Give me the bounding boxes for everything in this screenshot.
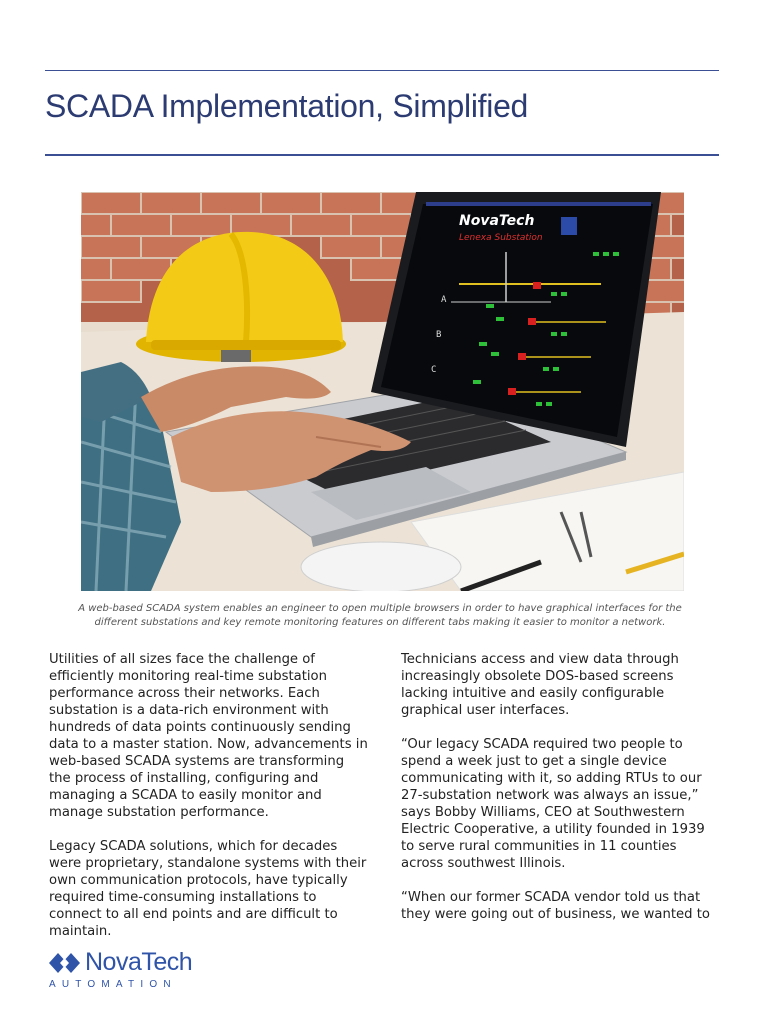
body-paragraph: “Our legacy SCADA required two people to spend a week just to get a single device communicating with it, so adding RTUs to our 27-substation network was always an issue,” says Bobby Williams, CEO at Southwestern Electric Cooperative, a utility founded in 1939 to serve rural communities in 11 counties across southwest Illinois. <box>401 737 705 871</box>
body-paragraph: Technicians access and view data through increasingly obsolete DOS-based screens lacking intuitive and easily configurable graphical user interfaces. <box>401 652 679 718</box>
logo-tagline: AUTOMATION <box>49 979 177 990</box>
diamond-logo-icon <box>49 952 81 974</box>
logo-brand: NovaTech <box>85 948 193 976</box>
svg-text:A: A <box>441 295 447 305</box>
body-paragraph: “When our former SCADA vendor told us that they were going out of business, we wanted to <box>401 890 710 922</box>
screen-brand-text: NovaTech <box>459 213 535 229</box>
screen-subtitle-text: Lenexa Substation <box>459 233 543 243</box>
svg-text:C: C <box>431 365 437 375</box>
body-column-right <box>401 651 721 940</box>
body-paragraph: Legacy SCADA solutions, which for decades were proprietary, standalone systems with their own communication protocols, have typically required time-consuming installations to connect to all end points and are difficult to maintain. <box>49 839 367 939</box>
body-paragraph: Utilities of all sizes face the challenge of efficiently monitoring real-time substation performance across their networks. Each substation is a data-rich environment with hundreds of data points continuously sending data to a master station. Now, advancements in web-based SCADA systems are transforming the process of installing, configuring and managing a SCADA to easily monitor and manage substation performance. <box>49 652 368 820</box>
title-divider <box>45 154 719 156</box>
page-title: SCADA Implementation, Simplified <box>45 88 529 124</box>
body-column-left <box>49 651 369 957</box>
figure-caption: A web-based SCADA system enables an engineer to open multiple browsers in order to have graphical interfaces for the different substations and key remote monitoring features on different tabs making it easier to monitor a network. <box>78 603 682 628</box>
company-logo <box>49 948 192 990</box>
top-divider <box>45 70 719 71</box>
hero-photo <box>81 192 684 591</box>
svg-text:B: B <box>436 330 442 340</box>
